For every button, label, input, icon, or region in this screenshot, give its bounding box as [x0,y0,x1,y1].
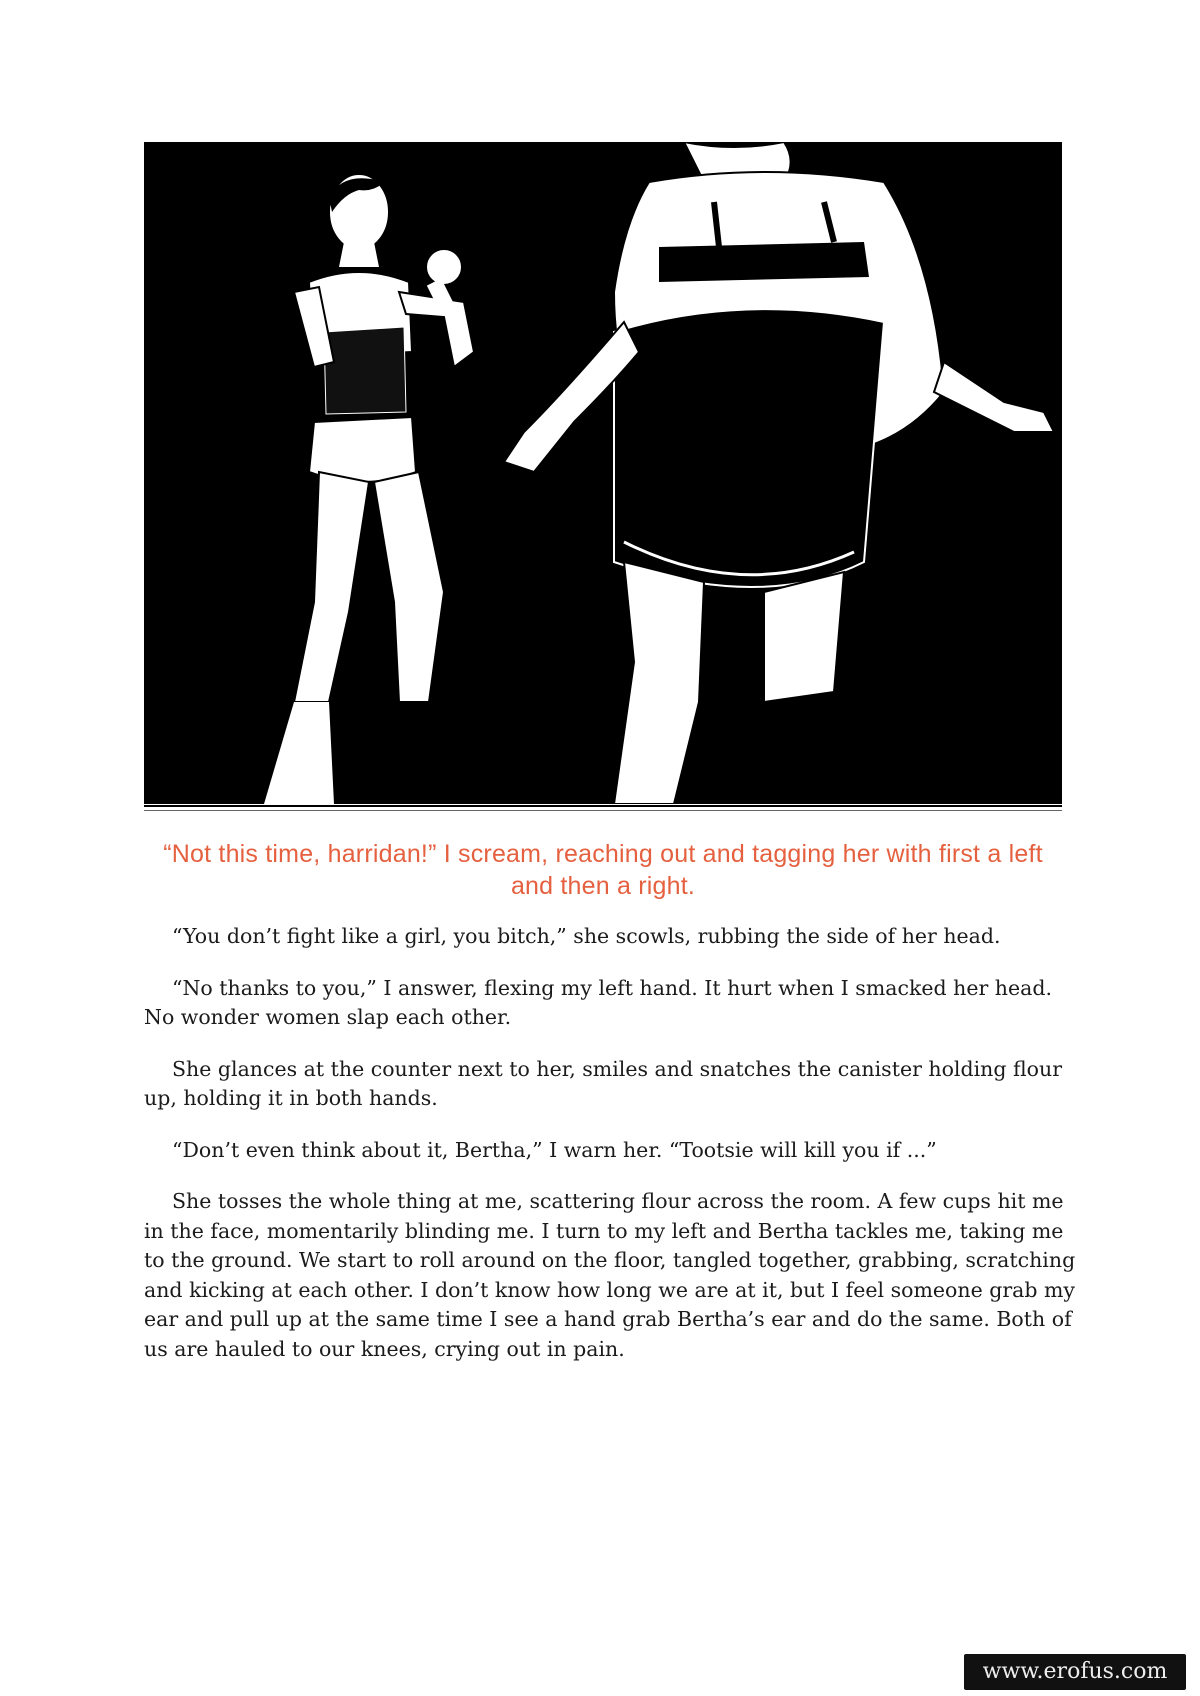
text-line: “No thanks to you,” I answer, flexing my left hand. It hurt when I smacked her head. [172,975,1052,1000]
text-line: No wonder women slap each other. [144,1005,512,1029]
text-line: She tosses the whole thing at me, scattering flour across the room. A few cups hit me [172,1189,1064,1213]
illustration-art [144,142,1062,804]
text-line: ear and pull up at the same time I see a hand grab Bertha’s ear and do the same. Both of [144,1307,1072,1331]
text-line: us are hauled to our knees, crying out in pain. [144,1336,625,1361]
caption-line: “Not this time, harridan!” I scream, reaching out and tagging her with first a left [163,840,1043,868]
text-line: “You don’t fight like a girl, you bitch,” she scowls, rubbing the side of her head. [172,924,1001,948]
illustration-caption [150,838,1056,902]
caption-line: and then a right. [510,872,696,900]
text-line: up, holding it in both hands. [144,1086,438,1110]
paragraph [144,974,1069,1033]
paragraph [144,1187,1076,1364]
watermark: www.erofus.com [964,1654,1186,1690]
panel-bottom-rule-thin [144,810,1062,811]
text-line: in the face, momentarily blinding me. I turn to my left and Bertha tackles me, taking me [144,1218,1064,1243]
text-line: to the ground. We start to roll around on the floor, tangled together, grabbing, scratching [144,1248,1076,1272]
paragraph [144,1136,1069,1166]
text-line: She glances at the counter next to her, smiles and snatches the canister holding flour [172,1056,1063,1081]
text-line: “Don’t even think about it, Bertha,” I warn her. “Tootsie will kill you if ...” [172,1137,937,1162]
story-text [144,922,1076,1386]
panel-bottom-rule [144,805,1062,807]
text-line: and kicking at each other. I don’t know how long we are at it, but I feel someone grab my [144,1277,1076,1302]
paragraph [144,922,1069,952]
comic-illustration-panel [144,142,1062,804]
paragraph [144,1055,1069,1114]
